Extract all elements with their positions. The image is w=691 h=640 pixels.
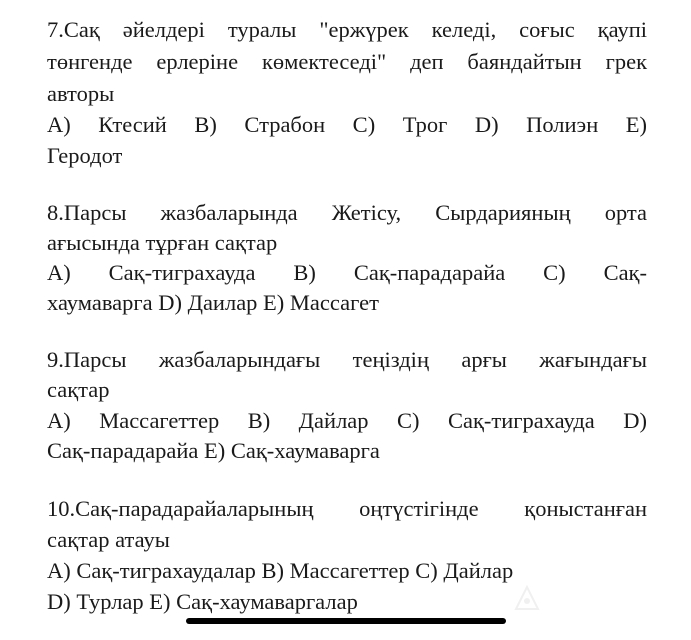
question-9-options-line-1: А) Массагеттер В) Дайлар С) Сақ-тиграхауда D) [47,408,647,433]
question-10-options-line-1: А) Сақ-тиграхаудалар В) Массагеттер С) Дайлар [47,558,514,583]
watermark-icon [512,583,542,613]
question-8-options-line-1: А) Сақ-тиграхауда В) Сақ-парадарайа С) Сақ- [47,260,647,285]
question-9-options-line-2: Сақ-парадарайа Е) Сақ-хаумаварга [47,438,380,463]
question-7-line-3: авторы [47,81,115,106]
question-7-line-1: 7.Сақ әйелдері туралы "ержүрек келеді, соғыс қаупі [47,17,647,42]
question-7-options-line-1: А) Ктесий В) Страбон С) Трог D) Полиэн Е) [47,112,647,137]
question-10-options-line-2: D) Турлар Е) Сақ-хаумаваргалар [47,589,358,614]
question-7-options-line-2: Геродот [47,143,123,168]
question-9-line-2: сақтар [47,377,110,402]
question-9-line-1: 9.Парсы жазбаларындағы теңіздің арғы жағындағы [47,347,647,372]
question-8-line-1: 8.Парсы жазбаларында Жетісу, Сырдарияның орта [47,200,647,225]
question-10-line-2: сақтар атауы [47,527,170,552]
question-8-line-2: ағысында тұрған сақтар [47,230,278,255]
question-10-line-1: 10.Сақ-парадарайаларының оңтүстігінде қоныстанған [47,496,647,521]
question-7-line-2: төнгенде ерлеріне көмектеседі" деп баяндайтын грек [47,49,647,74]
home-indicator[interactable] [186,618,506,624]
question-8-options-line-2: хаумаварга D) Даилар Е) Массагет [47,290,379,315]
